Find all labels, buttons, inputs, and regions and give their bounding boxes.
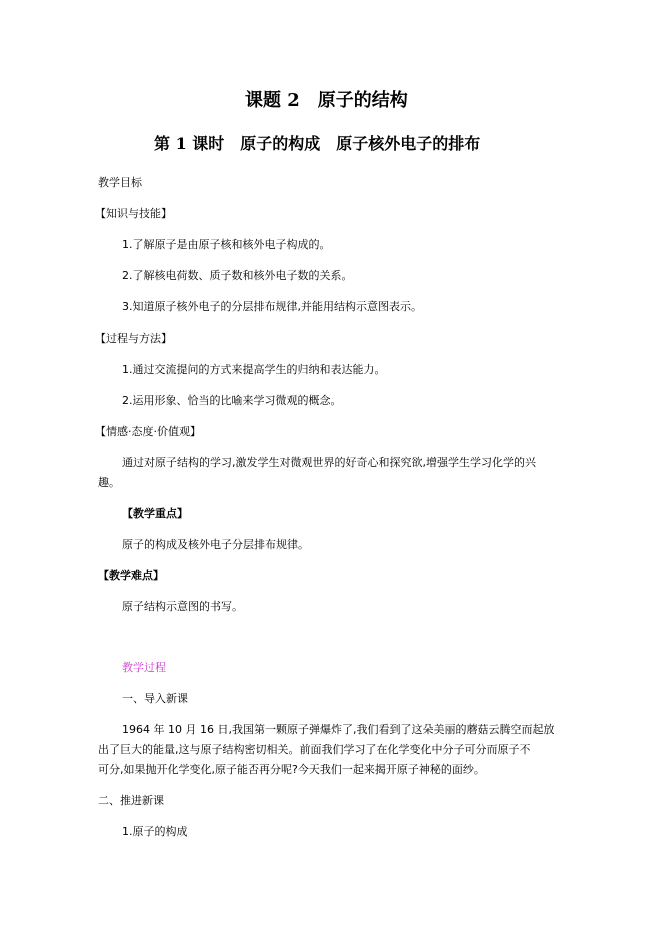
key-points-heading: 【教学重点】: [122, 507, 188, 520]
difficulties-heading: 【教学难点】: [98, 569, 164, 582]
section2-item-1: 1.原子的构成: [122, 825, 188, 838]
teaching-process-heading: 教学过程: [122, 661, 166, 674]
key-points-text: 原子的构成及核外电子分层排布规律。: [122, 538, 309, 551]
attitude-line-2: 趣。: [98, 476, 120, 489]
section1-line-1: 1964 年 10 月 16 日,我国第一颗原子弹爆炸了,我们看到了这朵美丽的蘑菇云腾空而起放: [122, 723, 555, 736]
knowledge-item-1: 1.了解原子是由原子核和核外电子构成的。: [122, 238, 331, 251]
knowledge-heading: 【知识与技能】: [95, 207, 172, 220]
section1-line-3: 可分,如果抛开化学变化,原子能否再分呢?今天我们一起来揭开原子神秘的面纱。: [98, 763, 485, 776]
section1-heading: 一、导入新课: [122, 692, 188, 705]
knowledge-item-2: 2.了解核电荷数、质子数和核外电子数的关系。: [122, 269, 353, 282]
section2-heading: 二、推进新课: [98, 794, 164, 807]
page-subtitle: 第 1 课时 原子的构成 原子核外电子的排布: [154, 134, 481, 153]
process-item-2: 2.运用形象、恰当的比喻来学习微观的概念。: [122, 394, 342, 407]
knowledge-item-3: 3.知道原子核外电子的分层排布规律,并能用结构示意图表示。: [122, 300, 422, 313]
process-heading: 【过程与方法】: [95, 332, 172, 345]
teaching-goals-heading: 教学目标: [98, 176, 142, 189]
attitude-line-1: 通过对原子结构的学习,激发学生对微观世界的好奇心和探究欲,增强学生学习化学的兴: [122, 456, 536, 469]
difficulties-text: 原子结构示意图的书写。: [122, 600, 243, 613]
section1-line-2: 出了巨大的能量,这与原子结构密切相关。前面我们学习了在化学变化中分子可分而原子不: [98, 743, 531, 756]
attitude-heading: 【情感·态度·价值观】: [95, 425, 201, 438]
page-title: 课题 2 原子的结构: [245, 90, 408, 111]
process-item-1: 1.通过交流提问的方式来提高学生的归纳和表达能力。: [122, 363, 386, 376]
